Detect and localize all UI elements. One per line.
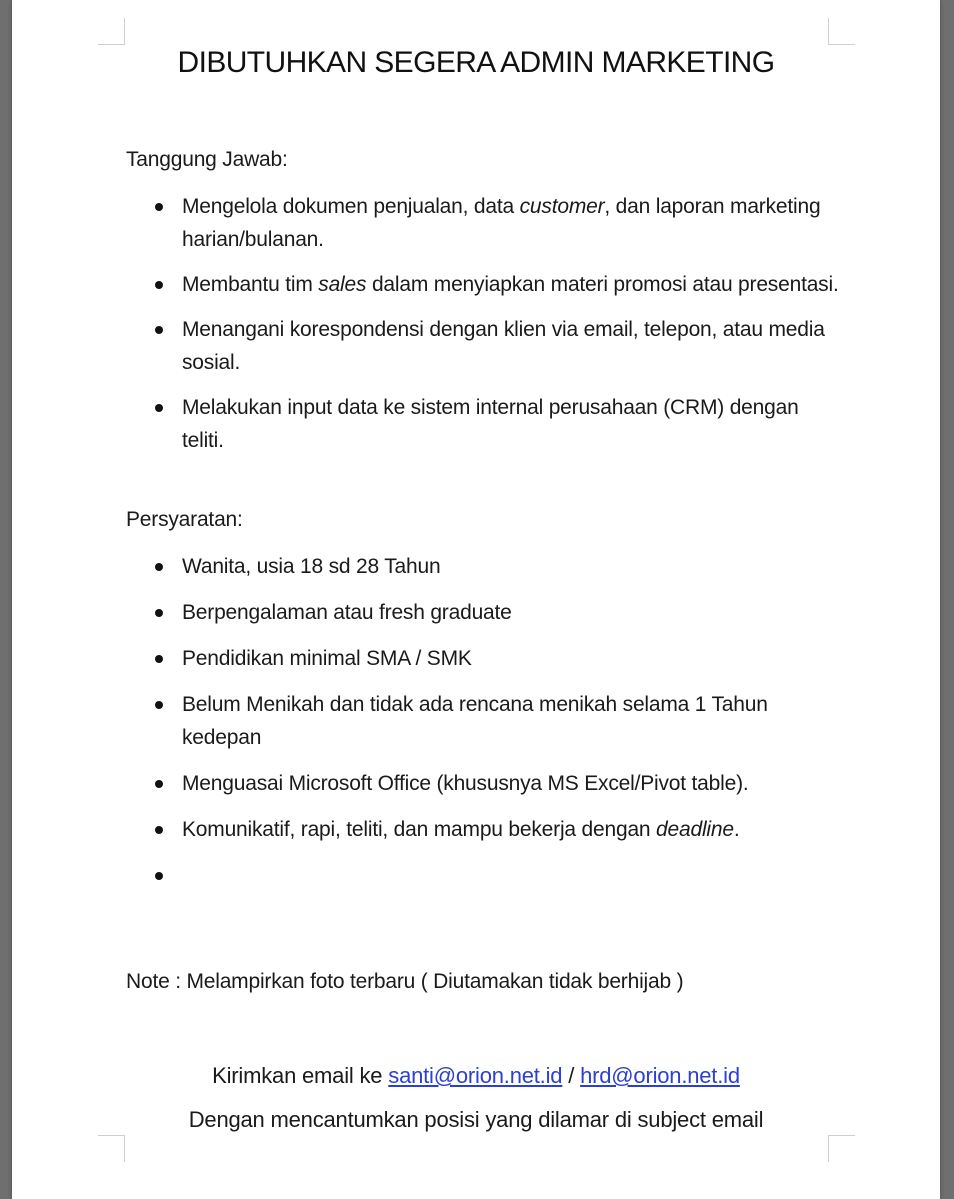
crop-mark-top-right xyxy=(828,18,855,45)
subject-instruction: Dengan mencantumkan posisi yang dilamar di subject email xyxy=(188,1107,764,1132)
crop-mark-bottom-left xyxy=(98,1135,125,1162)
document-page xyxy=(12,0,940,1199)
list-item: Berpengalaman atau fresh graduate xyxy=(12,596,842,629)
list-item: Pendidikan minimal SMA / SMK xyxy=(12,642,842,675)
bullet-icon xyxy=(155,872,163,880)
note-text: Note : Melampirkan foto terbaru ( Diutamakan tidak berhijab ) xyxy=(126,970,684,993)
bullet-icon xyxy=(155,609,163,617)
bullet-icon xyxy=(155,404,163,412)
list-item: Belum Menikah dan tidak ada rencana menikah selama 1 Tahun kedepan xyxy=(12,688,842,754)
list-item: Mengelola dokumen penjualan, data customer, dan laporan marketing harian/bulanan. xyxy=(12,190,842,256)
contact-line xyxy=(12,1063,940,1089)
list-item: Membantu tim sales dalam menyiapkan materi promosi atau presentasi. xyxy=(12,268,842,301)
email-separator: / xyxy=(562,1063,581,1088)
email-link-santi[interactable]: santi@orion.net.id xyxy=(388,1063,563,1088)
bullet-icon xyxy=(155,563,163,571)
bullet-icon xyxy=(155,826,163,834)
list-item: Melakukan input data ke sistem internal perusahaan (CRM) dengan teliti. xyxy=(12,391,842,457)
list-item: Komunikatif, rapi, teliti, dan mampu bekerja dengan deadline. xyxy=(12,813,842,846)
bullet-icon xyxy=(155,326,163,334)
document-title: DIBUTUHKAN SEGERA ADMIN MARKETING xyxy=(177,46,775,79)
list-item: Menguasai Microsoft Office (khususnya MS Excel/Pivot table). xyxy=(12,767,842,800)
bullet-icon xyxy=(155,281,163,289)
list-item xyxy=(12,859,842,892)
bullet-icon xyxy=(155,780,163,788)
requirements-list xyxy=(12,550,842,905)
bullet-icon xyxy=(155,203,163,211)
email-link-hrd[interactable]: hrd@orion.net.id xyxy=(580,1063,740,1088)
contact-prefix: Kirimkan email ke xyxy=(212,1063,389,1088)
requirements-heading: Persyaratan: xyxy=(126,508,243,531)
crop-mark-top-left xyxy=(98,18,125,45)
responsibilities-heading: Tanggung Jawab: xyxy=(126,148,288,171)
crop-mark-bottom-right xyxy=(828,1135,855,1162)
list-item: Wanita, usia 18 sd 28 Tahun xyxy=(12,550,842,583)
bullet-icon xyxy=(155,701,163,709)
responsibilities-list xyxy=(12,190,842,469)
list-item: Menangani korespondensi dengan klien via email, telepon, atau media sosial. xyxy=(12,313,842,379)
bullet-icon xyxy=(155,655,163,663)
